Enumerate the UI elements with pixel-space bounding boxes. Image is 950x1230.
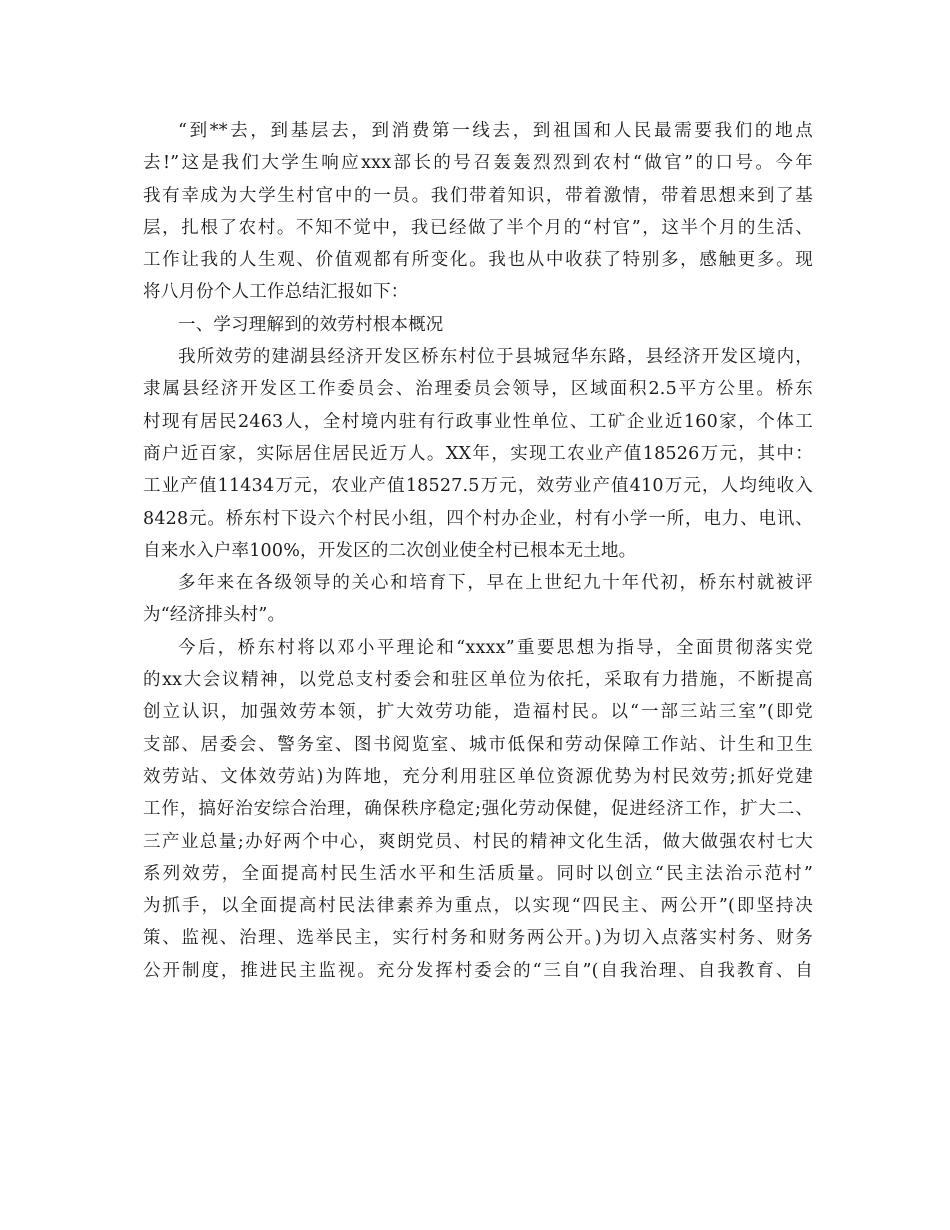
text-line: 工作让我的人生观、价值观都有所变化。我也从中收获了特别多，感触更多。现	[143, 250, 813, 271]
heading-line: 一、学习理解到的效劳村根本概况	[178, 314, 444, 335]
text-line: 为抓手，以全面提高村民法律素养为重点，以实现“四民主、两公开”(即坚持决	[143, 896, 813, 917]
paragraph-village-overview	[143, 341, 813, 567]
text-line: 的xx大会议精神，以党总支村委会和驻区单位为依托，采取有力措施，不断提高	[143, 670, 813, 691]
text-line: 我有幸成为大学生村官中的一员。我们带着知识，带着激情，带着思想来到了基	[143, 185, 813, 206]
text-line: 策、监视、治理、选举民主，实行村务和财务两公开。)为切入点落实村务、财务	[143, 928, 813, 949]
text-line: 为“经济排头村”。	[143, 605, 286, 626]
text-line: 商户近百家，实际居住居民近万人。XX年，实现工农业产值18526万元，其中：	[143, 443, 813, 464]
paragraph-plans	[143, 632, 813, 987]
text-line: 工作，搞好治安综合治理，确保秩序稳定;强化劳动保健，促进经济工作，扩大二、	[143, 799, 813, 820]
text-line: 多年来在各级领导的关心和培育下，早在上世纪九十年代初，桥东村就被评	[178, 573, 813, 594]
text-line: 我所效劳的建湖县经济开发区桥东村位于县城冠华东路，县经济开发区境内，	[178, 347, 813, 368]
text-line: 效劳站、文体效劳站)为阵地，充分利用驻区单位资源优势为村民效劳;抓好党建	[143, 766, 813, 787]
text-line: 层，扎根了农村。不知不觉中，我已经做了半个月的“村官”，这半个月的生活、	[143, 217, 813, 238]
text-line: 公开制度，推进民主监视。充分发挥村委会的“三自”(自我治理、自我教育、自	[143, 960, 813, 981]
text-line: 创立认识，加强效劳本领，扩大效劳功能，造福村民。以“一部三站三室”(即党	[143, 702, 813, 723]
text-line: 自来水入户率100%，开发区的二次创业使全村已根本无土地。	[143, 540, 637, 561]
text-line: “到**去，到基层去，到消费第一线去，到祖国和人民最需要我们的地点	[178, 121, 813, 141]
paragraph-honor	[143, 567, 813, 632]
text-line: 隶属县经济开发区工作委员会、治理委员会领导，区域面积2.5平方公里。桥东	[143, 379, 813, 400]
text-line: 工业产值11434万元，农业产值18527.5万元，效劳业产值410万元，人均纯收入	[143, 476, 813, 497]
text-line: 支部、居委会、警务室、图书阅览室、城市低保和劳动保障工作站、计生和卫生	[143, 734, 813, 755]
text-line: 系列效劳，全面提高村民生活水平和生活质量。同时以创立“民主法治示范村”	[143, 863, 813, 884]
text-line: 去!”这是我们大学生响应xxx部长的号召轰轰烈烈到农村“做官”的口号。今年	[143, 153, 813, 174]
text-line: 村现有居民2463人，全村境内驻有行政事业性单位、工矿企业近160家，个体工	[143, 411, 813, 432]
section-heading	[143, 309, 813, 341]
text-line: 今后，桥东村将以邓小平理论和“xxxx”重要思想为指导，全面贯彻落实党	[178, 637, 813, 658]
paragraph-intro	[143, 115, 813, 309]
document-body	[143, 115, 813, 987]
text-line: 三产业总量;办好两个中心，爽朗党员、村民的精神文化生活，做大做强农村七大	[143, 831, 813, 852]
text-line: 将八月份个人工作总结汇报如下：	[143, 282, 409, 303]
text-line: 8428元。桥东村下设六个村民小组，四个村办企业，村有小学一所，电力、电讯、	[143, 508, 813, 529]
